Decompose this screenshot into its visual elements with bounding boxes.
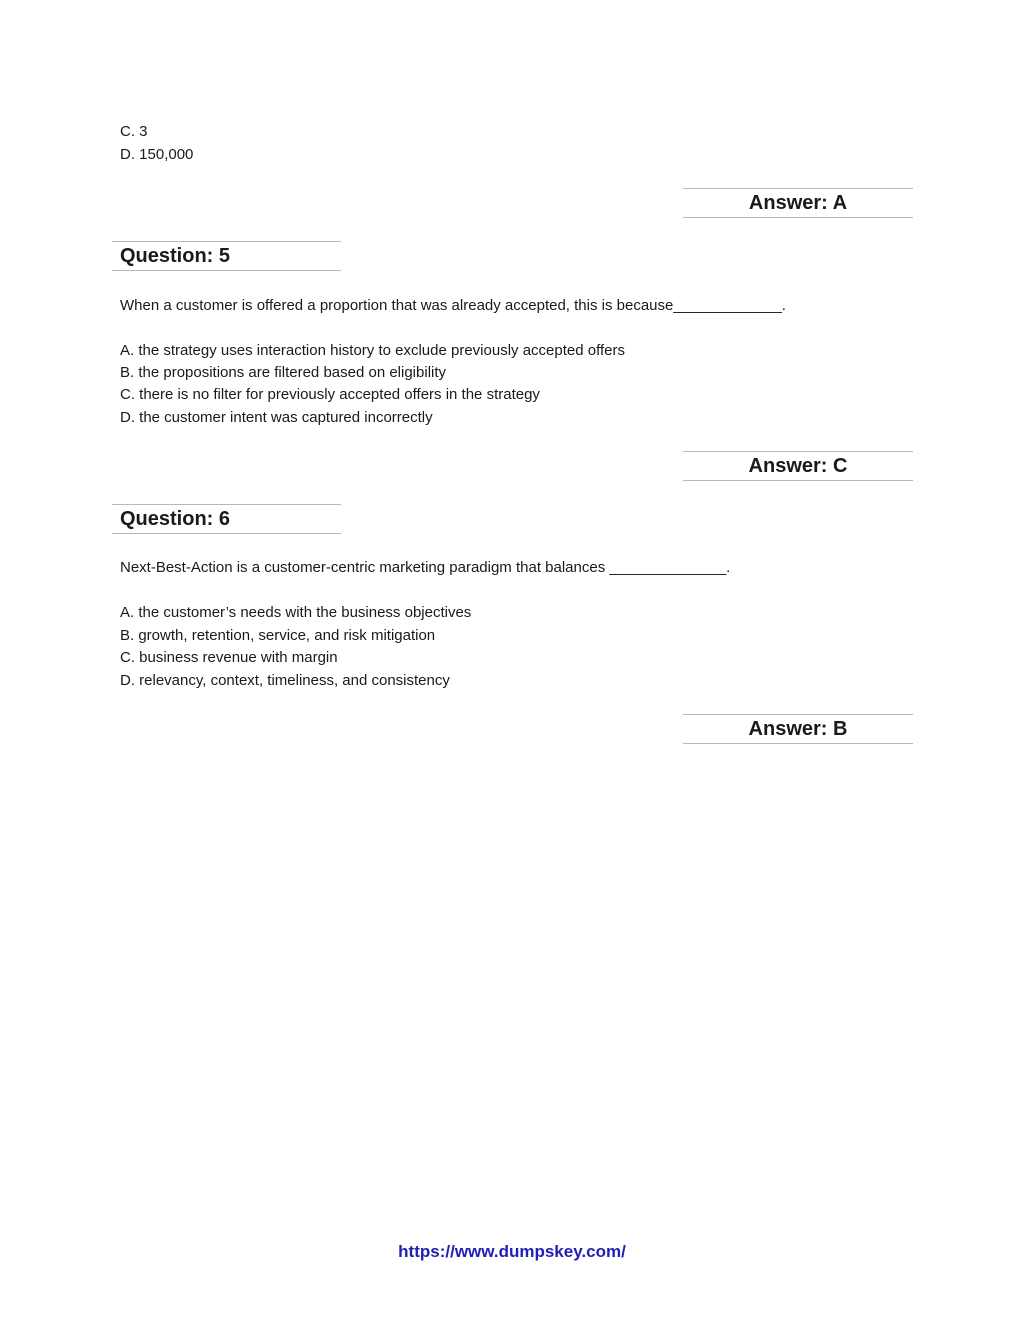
question-6-header	[112, 504, 341, 534]
question-5-title: Question: 5	[120, 245, 231, 267]
question-5-option-c: C. there is no filter for previously accepted offers in the strategy	[120, 386, 540, 403]
question-6-text: Next-Best-Action is a customer-centric marketing paradigm that balances ______________.	[120, 559, 731, 576]
question-5-header	[112, 241, 341, 271]
prev-option-c: C. 3	[120, 123, 148, 140]
answer-box-question-6: Answer: B	[683, 714, 913, 744]
footer-link[interactable]: https://www.dumpskey.com/	[398, 1242, 626, 1261]
question-5-option-a: A. the strategy uses interaction history to exclude previously accepted offers	[120, 342, 625, 359]
question-6-option-c: C. business revenue with margin	[120, 649, 338, 666]
question-6-option-b: B. growth, retention, service, and risk mitigation	[120, 627, 436, 644]
answer-box-question-5: Answer: C	[683, 451, 913, 481]
question-6-title: Question: 6	[120, 508, 231, 530]
prev-option-d: D. 150,000	[120, 146, 194, 163]
question-5-text: When a customer is offered a proportion that was already accepted, this is because_____________.	[120, 297, 786, 314]
question-6-option-a: A. the customer’s needs with the business objectives	[120, 604, 472, 621]
question-5-option-b: B. the propositions are filtered based on eligibility	[120, 364, 447, 381]
question-6-option-d: D. relevancy, context, timeliness, and consistency	[120, 672, 450, 689]
answer-box-prev: Answer: A	[683, 188, 913, 218]
question-5-option-d: D. the customer intent was captured incorrectly	[120, 409, 433, 426]
